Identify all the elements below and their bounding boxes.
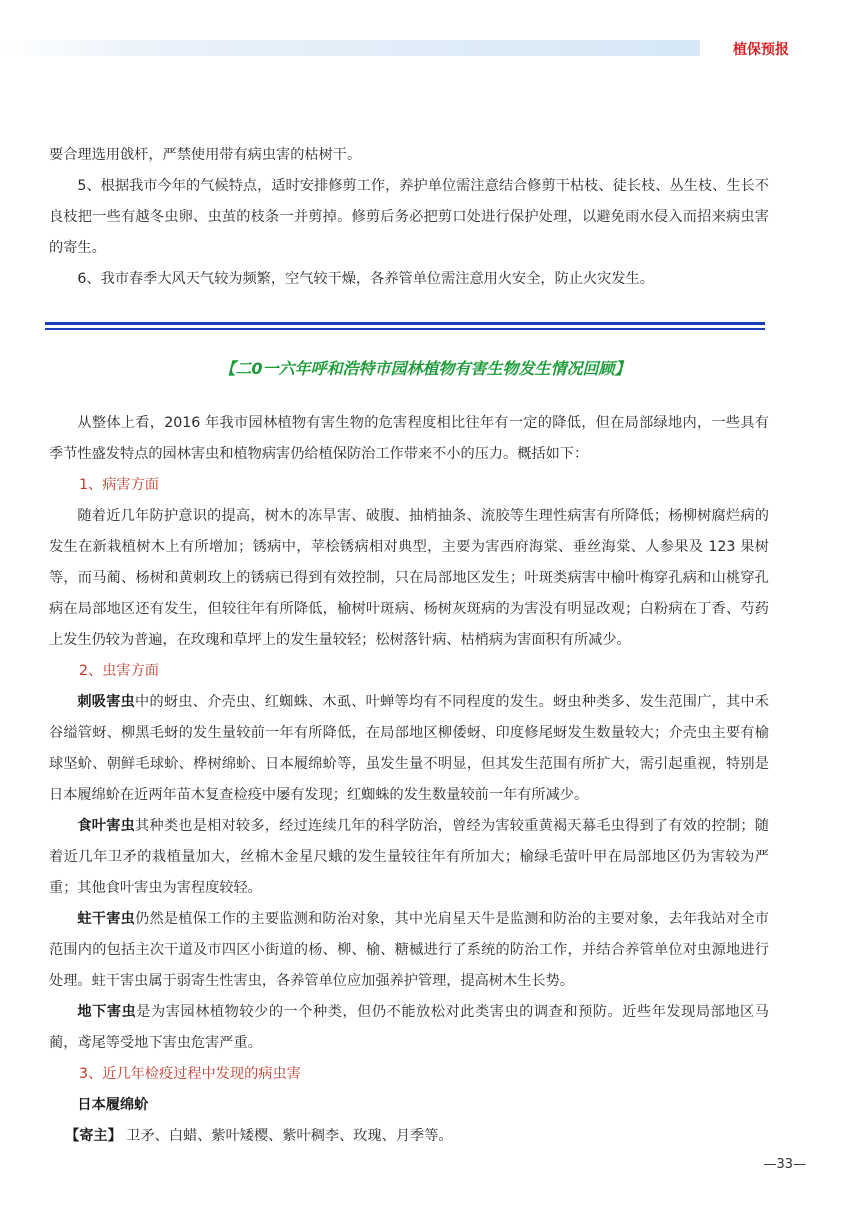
subheading-disease: 1、病害方面 [79, 477, 159, 493]
lead-term: 地下害虫 [77, 1004, 137, 1020]
top-text-block [49, 140, 769, 295]
disease-paragraph: 随着近几年防护意识的提高，树木的冻旱害、破腹、抽梢抽条、流胶等生理性病害有所降低；杨柳树腐烂病的发生在新栽植树木上有所增加；锈病中，苹桧锈病相对典型，主要为害西府海棠、垂丝海棠、人参果及 123 果树等，而马蔺、杨树和黄刺玫上的锈病已得到有效控制，只在局部地区发生；叶斑类病害中榆叶梅穿孔病和山桃穿孔病在局部地区还有发生，但较往年有所降低，榆树叶斑病、杨树灰斑病的为害没有明显改观；白粉病在丁香、芍药上发生仍较为普遍，在玫瑰和草坪上的发生量较轻；松树落针病、枯梢病为害面积有所减少。 [49, 508, 769, 648]
lead-term: 刺吸害虫 [77, 694, 136, 710]
subheading-pests: 2、虫害方面 [79, 663, 159, 679]
subheading-quarantine: 3、近几年检疫过程中发现的病虫害 [79, 1066, 301, 1082]
running-header-title: 植保预报 [733, 42, 789, 58]
leaf-pests-paragraph: 食叶害虫其种类也是相对较多，经过连续几年的科学防治，曾经为害较重黄褐天幕毛虫得到了有效的控制；随着近几年卫矛的栽植量加大，丝棉木金星尺蛾的发生量较往年有所加大；榆绿毛萤叶甲在局部地区仍为害较为严重；其他食叶害虫为害程度较轻。 [49, 818, 769, 896]
lead-term: 蛀干害虫 [77, 911, 136, 927]
host-text: 卫矛、白蜡、紫叶矮樱、紫叶稠李、玫瑰、月季等。 [126, 1128, 453, 1144]
host-line [49, 1121, 769, 1152]
soil-pests-paragraph: 地下害虫是为害园林植物较少的一个种类，但仍不能放松对此类害虫的调查和预防。近些年发现局部地区马蔺，鸢尾等受地下害虫危害严重。 [49, 1004, 769, 1051]
sucking-pests-paragraph: 刺吸害虫中的蚜虫、介壳虫、红蜘蛛、木虱、叶蝉等均有不同程度的发生。蚜虫种类多、发生范围广，其中禾谷缢管蚜、柳黑毛蚜的发生量较前一年有所降低，在局部地区柳倭蚜、印度修尾蚜发生数量较大；介壳虫主要有榆球坚蚧、朝鲜毛球蚧、桦树绵蚧、日本履绵蚧等，虽发生量不明显，但其发生范围有所扩大，需引起重视，特别是日本履绵蚧在近两年苗木复查检疫中屡有发现；红蜘蛛的发生数量较前一年有所减少。 [49, 694, 769, 803]
borer-pests-paragraph: 蛀干害虫仍然是植保工作的主要监测和防治对象，其中光肩星天牛是监测和防治的主要对象，去年我站对全市范围内的包括主次干道及市四区小街道的杨、柳、榆、糖槭进行了系统的防治工作，并结合养管单位对虫源地进行处理。蛀干害虫属于弱寄生性害虫，各养管单位应加强养护管理，提高树木生长势。 [49, 911, 769, 989]
species-name: 日本履绵蚧 [77, 1097, 149, 1113]
section-divider [45, 322, 765, 330]
lead-term: 食叶害虫 [77, 818, 136, 834]
header-band [0, 40, 730, 56]
paragraph: 6、我市春季大风天气较为频繁，空气较干燥，各养管单位需注意用火安全，防止火灾发生。 [77, 271, 654, 287]
page-number: —33— [763, 1157, 806, 1172]
paragraph: 要合理选用戗杆，严禁使用带有病虫害的枯树干。 [49, 147, 362, 163]
paragraph: 5、根据我市今年的气候特点，适时安排修剪工作，养护单位需注意结合修剪干枯枝、徒长枝、丛生枝、生长不良枝把一些有越冬虫卵、虫茧的枝条一并剪掉。修剪后务必把剪口处进行保护处理，以避免雨水侵入而招来病虫害的寄生。 [49, 178, 769, 256]
intro-paragraph: 从整体上看，2016 年我市园林植物有害生物的危害程度相比往年有一定的降低，但在局部绿地内，一些具有季节性盛发特点的园林害虫和植物病害仍给植保防治工作带来不小的压力。概括如下： [49, 415, 769, 462]
host-label: 【寄主】 [65, 1128, 122, 1144]
section-body [49, 408, 769, 1152]
section-title: 【二0一六年呼和浩特市园林植物有害生物发生情况回顾】 [219, 359, 631, 378]
